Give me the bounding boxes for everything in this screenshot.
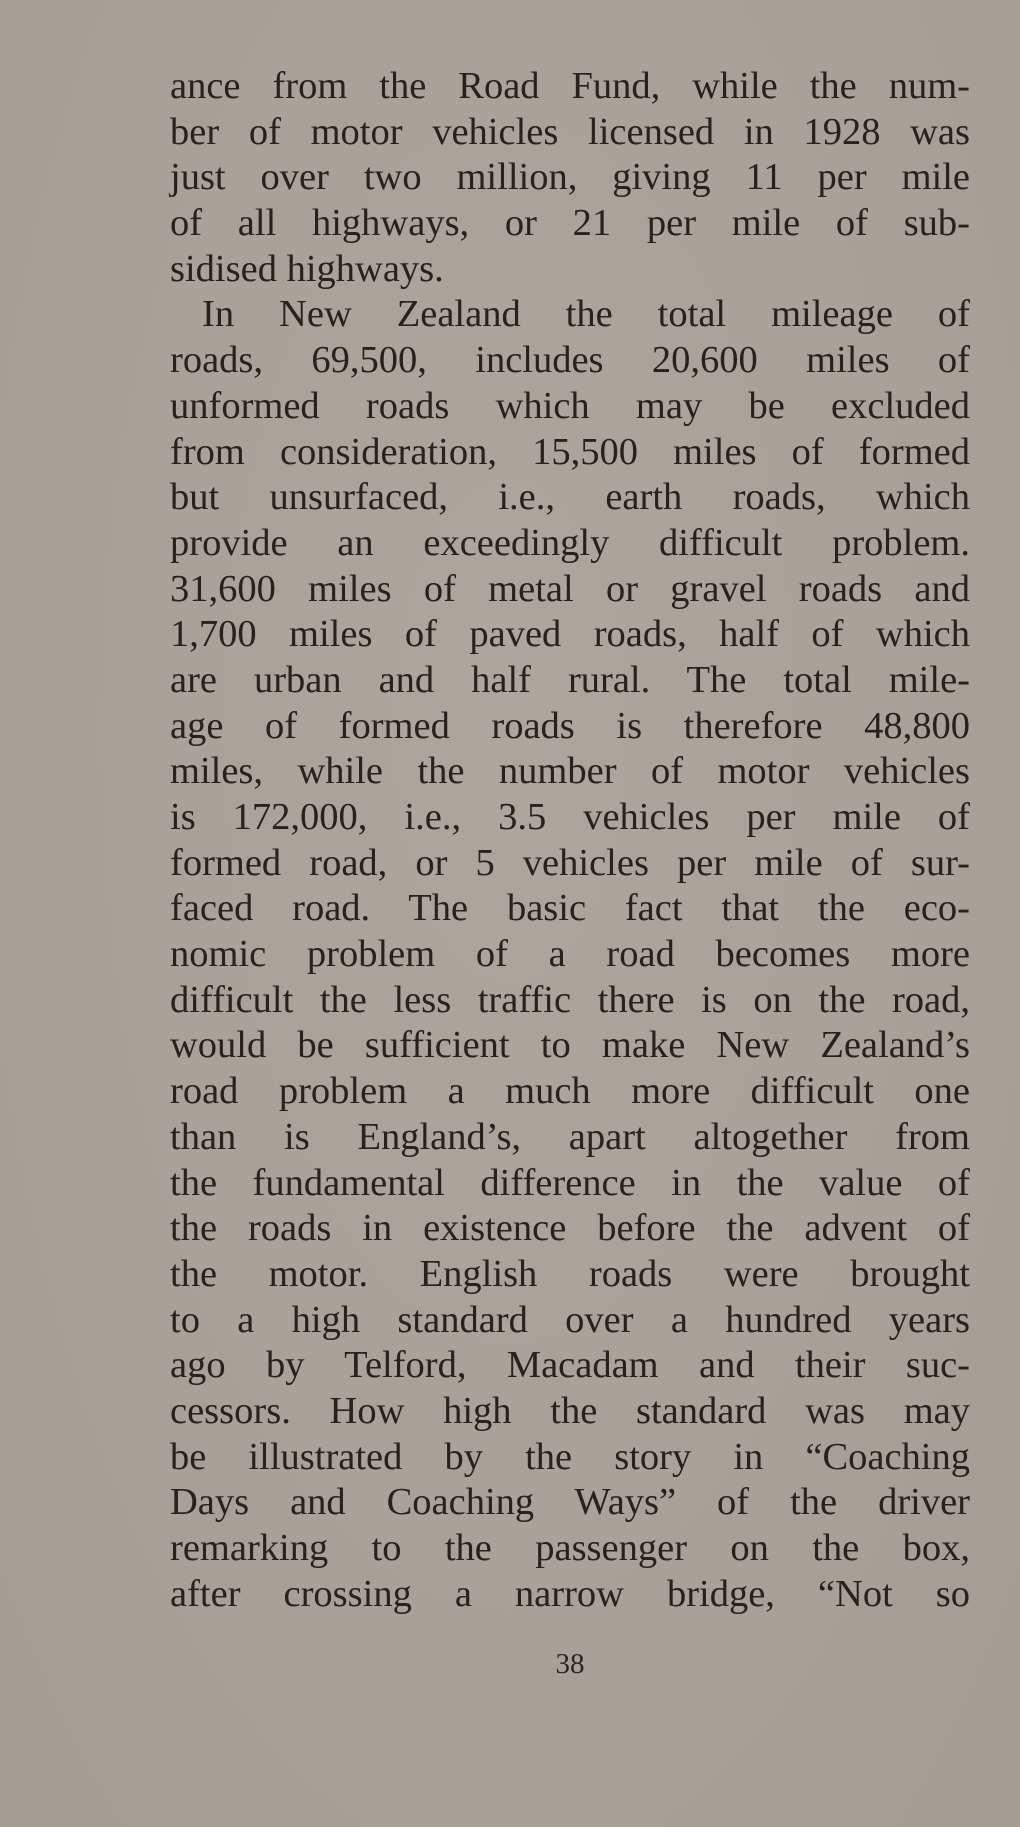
text-line: Days and Coaching Ways” of the driver (170, 1481, 970, 1524)
text-line: cessors. How high the standard was may (170, 1389, 970, 1432)
text-line: would be sufficient to make New Zealand’s (170, 1024, 970, 1067)
text-line: road problem a much more difficult one (170, 1070, 970, 1113)
text-line: faced road. The basic fact that the eco- (170, 887, 970, 930)
page-number: 38 (555, 1648, 585, 1680)
text-line: the motor. English roads were brought (170, 1252, 970, 1295)
text-line: is 172,000, i.e., 3.5 vehicles per mile of (170, 796, 970, 838)
text-line: the roads in existence before the advent of (170, 1207, 970, 1250)
text-line: from consideration, 15,500 miles of formed (170, 430, 970, 473)
text-line: In New Zealand the total mileage of (202, 293, 970, 336)
text-line: but unsurfaced, i.e., earth roads, which (170, 476, 970, 519)
text-line: ago by Telford, Macadam and their suc- (170, 1344, 970, 1387)
text-line: nomic problem of a road becomes more (170, 933, 970, 976)
text-line: miles, while the number of motor vehicles (170, 750, 970, 793)
body-text (170, 64, 970, 1617)
text-line: age of formed roads is therefore 48,800 (170, 704, 970, 747)
text-line: are urban and half rural. The total mile- (170, 658, 970, 701)
text-line: 31,600 miles of metal or gravel roads and (170, 567, 970, 610)
text-line: be illustrated by the story in “Coaching (170, 1435, 970, 1478)
text-line: ance from the Road Fund, while the num- (170, 65, 970, 107)
text-line: difficult the less traffic there is on the road, (170, 978, 970, 1021)
text-line: than is England’s, apart altogether from (170, 1115, 970, 1158)
text-line: sidised highways. (170, 247, 444, 290)
text-line: to a high standard over a hundred years (170, 1298, 970, 1341)
text-line: of all highways, or 21 per mile of sub- (170, 202, 970, 245)
text-line: 1,700 miles of paved roads, half of which (170, 613, 970, 656)
text-line: provide an exceedingly difficult problem. (170, 521, 970, 564)
text-line: after crossing a narrow bridge, “Not so (170, 1572, 970, 1615)
text-line: ber of motor vehicles licensed in 1928 was (170, 110, 970, 153)
text-line: unformed roads which may be excluded (170, 384, 970, 427)
text-line: formed road, or 5 vehicles per mile of sur- (170, 841, 970, 884)
text-line: remarking to the passenger on the box, (170, 1527, 970, 1569)
text-line: roads, 69,500, includes 20,600 miles of (170, 339, 970, 382)
text-line: just over two million, giving 11 per mile (170, 156, 970, 199)
text-line: the fundamental difference in the value of (170, 1161, 970, 1204)
